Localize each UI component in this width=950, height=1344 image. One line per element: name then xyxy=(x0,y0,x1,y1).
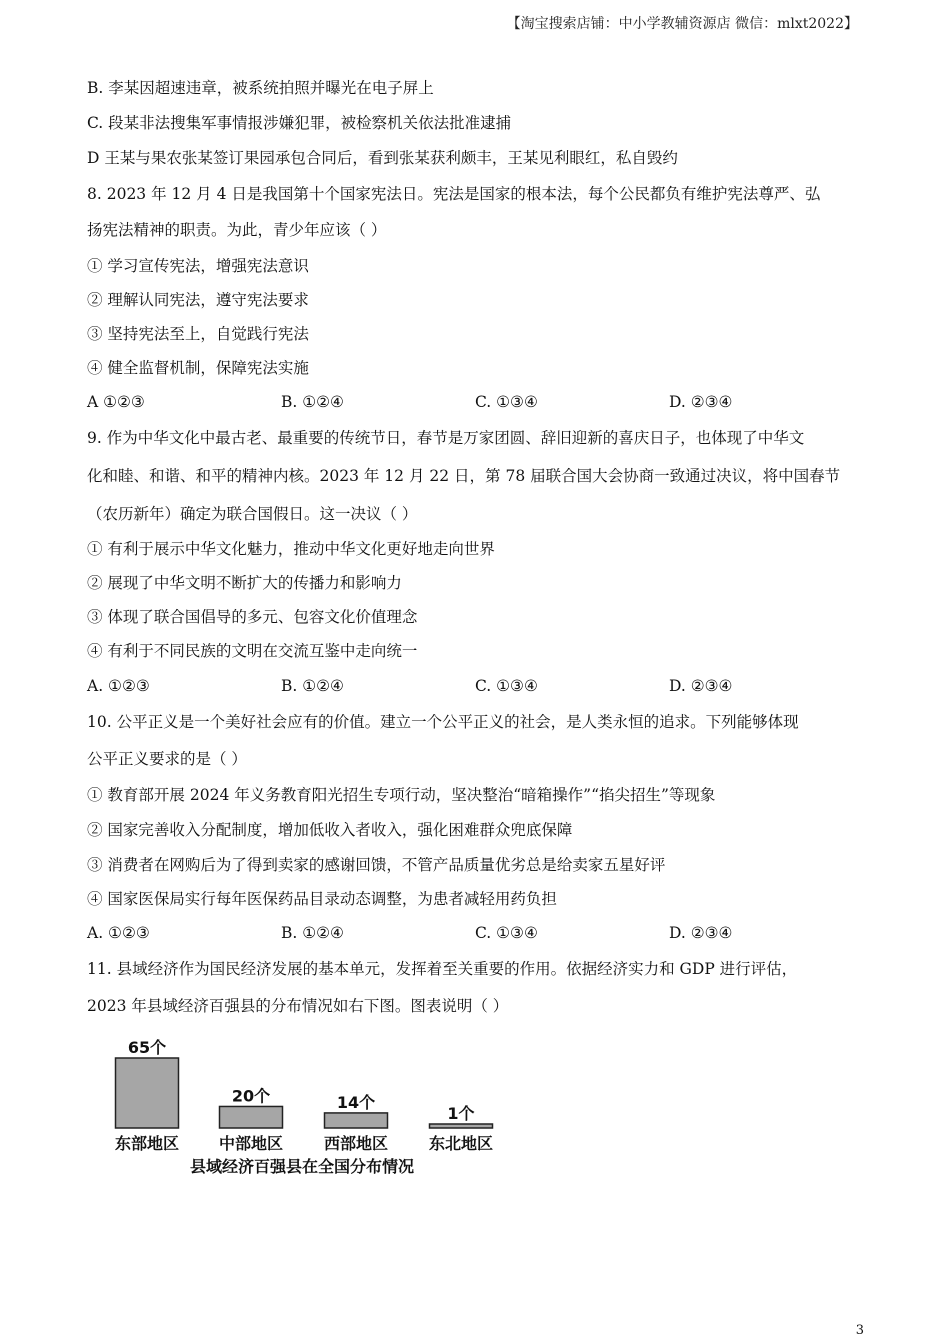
q10-item-2: ② 国家完善收入分配制度，增加低收入者收入，强化困难群众兜底保障 xyxy=(87,821,573,839)
q8-option-a: A ①②③ xyxy=(87,393,145,411)
q9-item-3: ③ 体现了联合国倡导的多元、包容文化价值理念 xyxy=(87,608,418,626)
q10-item-4: ④ 国家医保局实行每年医保药品目录动态调整，为患者减轻用药负担 xyxy=(87,890,557,908)
chart-title: 县域经济百强县在全国分布情况 xyxy=(189,1157,415,1176)
q9-item-4: ④ 有利于不同民族的文明在交流互鉴中走向统一 xyxy=(87,642,418,660)
bar-chart-svg xyxy=(100,1030,520,1190)
q9-option-d: D. ②③④ xyxy=(669,677,733,695)
bar-2 xyxy=(220,1106,283,1128)
q10-option-a: A. ①②③ xyxy=(87,924,150,942)
page-header: 【淘宝搜索店铺：中小学教辅资源店 微信：mlxt2022】 xyxy=(506,16,858,32)
county-distribution-chart xyxy=(100,1030,520,1190)
bar-value-label-3: 14个 xyxy=(336,1092,376,1112)
q9-stem-line2: 化和睦、和谐、和平的精神内核。2023 年 12 月 22 日，第 78 届联合国大会协商一致通过决议，将中国春节 xyxy=(87,467,841,485)
q11-stem-line1: 11. 县域经济作为国民经济发展的基本单元，发挥着至关重要的作用。依据经济实力和 GDP 进行评估， xyxy=(87,960,798,978)
q10-stem-line1: 10. 公平正义是一个美好社会应有的价值。建立一个公平正义的社会，是人类永恒的追求。下列能够体现 xyxy=(87,713,799,731)
bar-value-label-1: 65个 xyxy=(127,1038,167,1057)
q10-stem-line2: 公平正义要求的是（ ） xyxy=(87,750,247,768)
q7-option-d: D 王某与果农张某签订果园承包合同后，看到张某获利颇丰，王某见利眼红，私自毁约 xyxy=(87,149,678,167)
q9-stem-line1: 9. 作为中华文化中最古老、最重要的传统节日，春节是万家团圆、辞旧迎新的喜庆日子，也体现了中华文 xyxy=(87,429,805,447)
category-label-3: 西部地区 xyxy=(323,1134,389,1153)
q8-item-4: ④ 健全监督机制，保障宪法实施 xyxy=(87,359,309,377)
category-label-4: 东北地区 xyxy=(428,1134,494,1153)
q8-options xyxy=(87,392,877,412)
bar-1 xyxy=(116,1058,179,1128)
q9-item-2: ② 展现了中华文明不断扩大的传播力和影响力 xyxy=(87,574,402,592)
q9-option-c: C. ①③④ xyxy=(475,677,538,695)
q8-stem-line2: 扬宪法精神的职责。为此，青少年应该（ ） xyxy=(87,221,387,239)
q7-option-c: C. 段某非法搜集军事情报涉嫌犯罪，被检察机关依法批准逮捕 xyxy=(87,114,512,132)
q8-stem-line1: 8. 2023 年 12 月 4 日是我国第十个国家宪法日。宪法是国家的根本法，每个公民都负有维护宪法尊严、弘 xyxy=(87,185,821,203)
q10-item-1: ① 教育部开展 2024 年义务教育阳光招生专项行动，坚决整治“暗箱操作”“掐尖招生”等现象 xyxy=(87,786,716,804)
q9-option-b: B. ①②④ xyxy=(281,677,344,695)
q10-item-3: ③ 消费者在网购后为了得到卖家的感谢回馈，不管产品质量优劣总是给卖家五星好评 xyxy=(87,856,666,874)
q9-option-a: A. ①②③ xyxy=(87,677,150,695)
q11-stem-line2: 2023 年县域经济百强县的分布情况如右下图。图表说明（ ） xyxy=(87,997,509,1015)
bar-4 xyxy=(430,1124,493,1128)
q10-options xyxy=(87,923,877,943)
bar-value-label-2: 20个 xyxy=(231,1086,271,1106)
question-content xyxy=(87,78,877,1016)
q9-options xyxy=(87,676,877,696)
q8-option-d: D. ②③④ xyxy=(669,393,733,411)
q8-item-3: ③ 坚持宪法至上，自觉践行宪法 xyxy=(87,325,309,343)
category-label-2: 中部地区 xyxy=(218,1134,284,1153)
category-label-1: 东部地区 xyxy=(114,1134,180,1153)
q8-option-b: B. ①②④ xyxy=(281,393,344,411)
q10-option-b: B. ①②④ xyxy=(281,924,344,942)
bar-value-label-4: 1个 xyxy=(447,1104,475,1123)
q10-option-d: D. ②③④ xyxy=(669,924,733,942)
q9-stem-line3: （农历新年）确定为联合国假日。这一决议（ ） xyxy=(87,505,418,523)
q8-item-2: ② 理解认同宪法，遵守宪法要求 xyxy=(87,291,309,309)
q9-item-1: ① 有利于展示中华文化魅力，推动中华文化更好地走向世界 xyxy=(87,540,495,558)
page-number: 3 xyxy=(855,1323,864,1338)
bar-3 xyxy=(325,1113,388,1128)
q8-option-c: C. ①③④ xyxy=(475,393,538,411)
q8-item-1: ① 学习宣传宪法，增强宪法意识 xyxy=(87,257,309,275)
q10-option-c: C. ①③④ xyxy=(475,924,538,942)
q7-option-b: B. 李某因超速违章，被系统拍照并曝光在电子屏上 xyxy=(87,79,434,97)
